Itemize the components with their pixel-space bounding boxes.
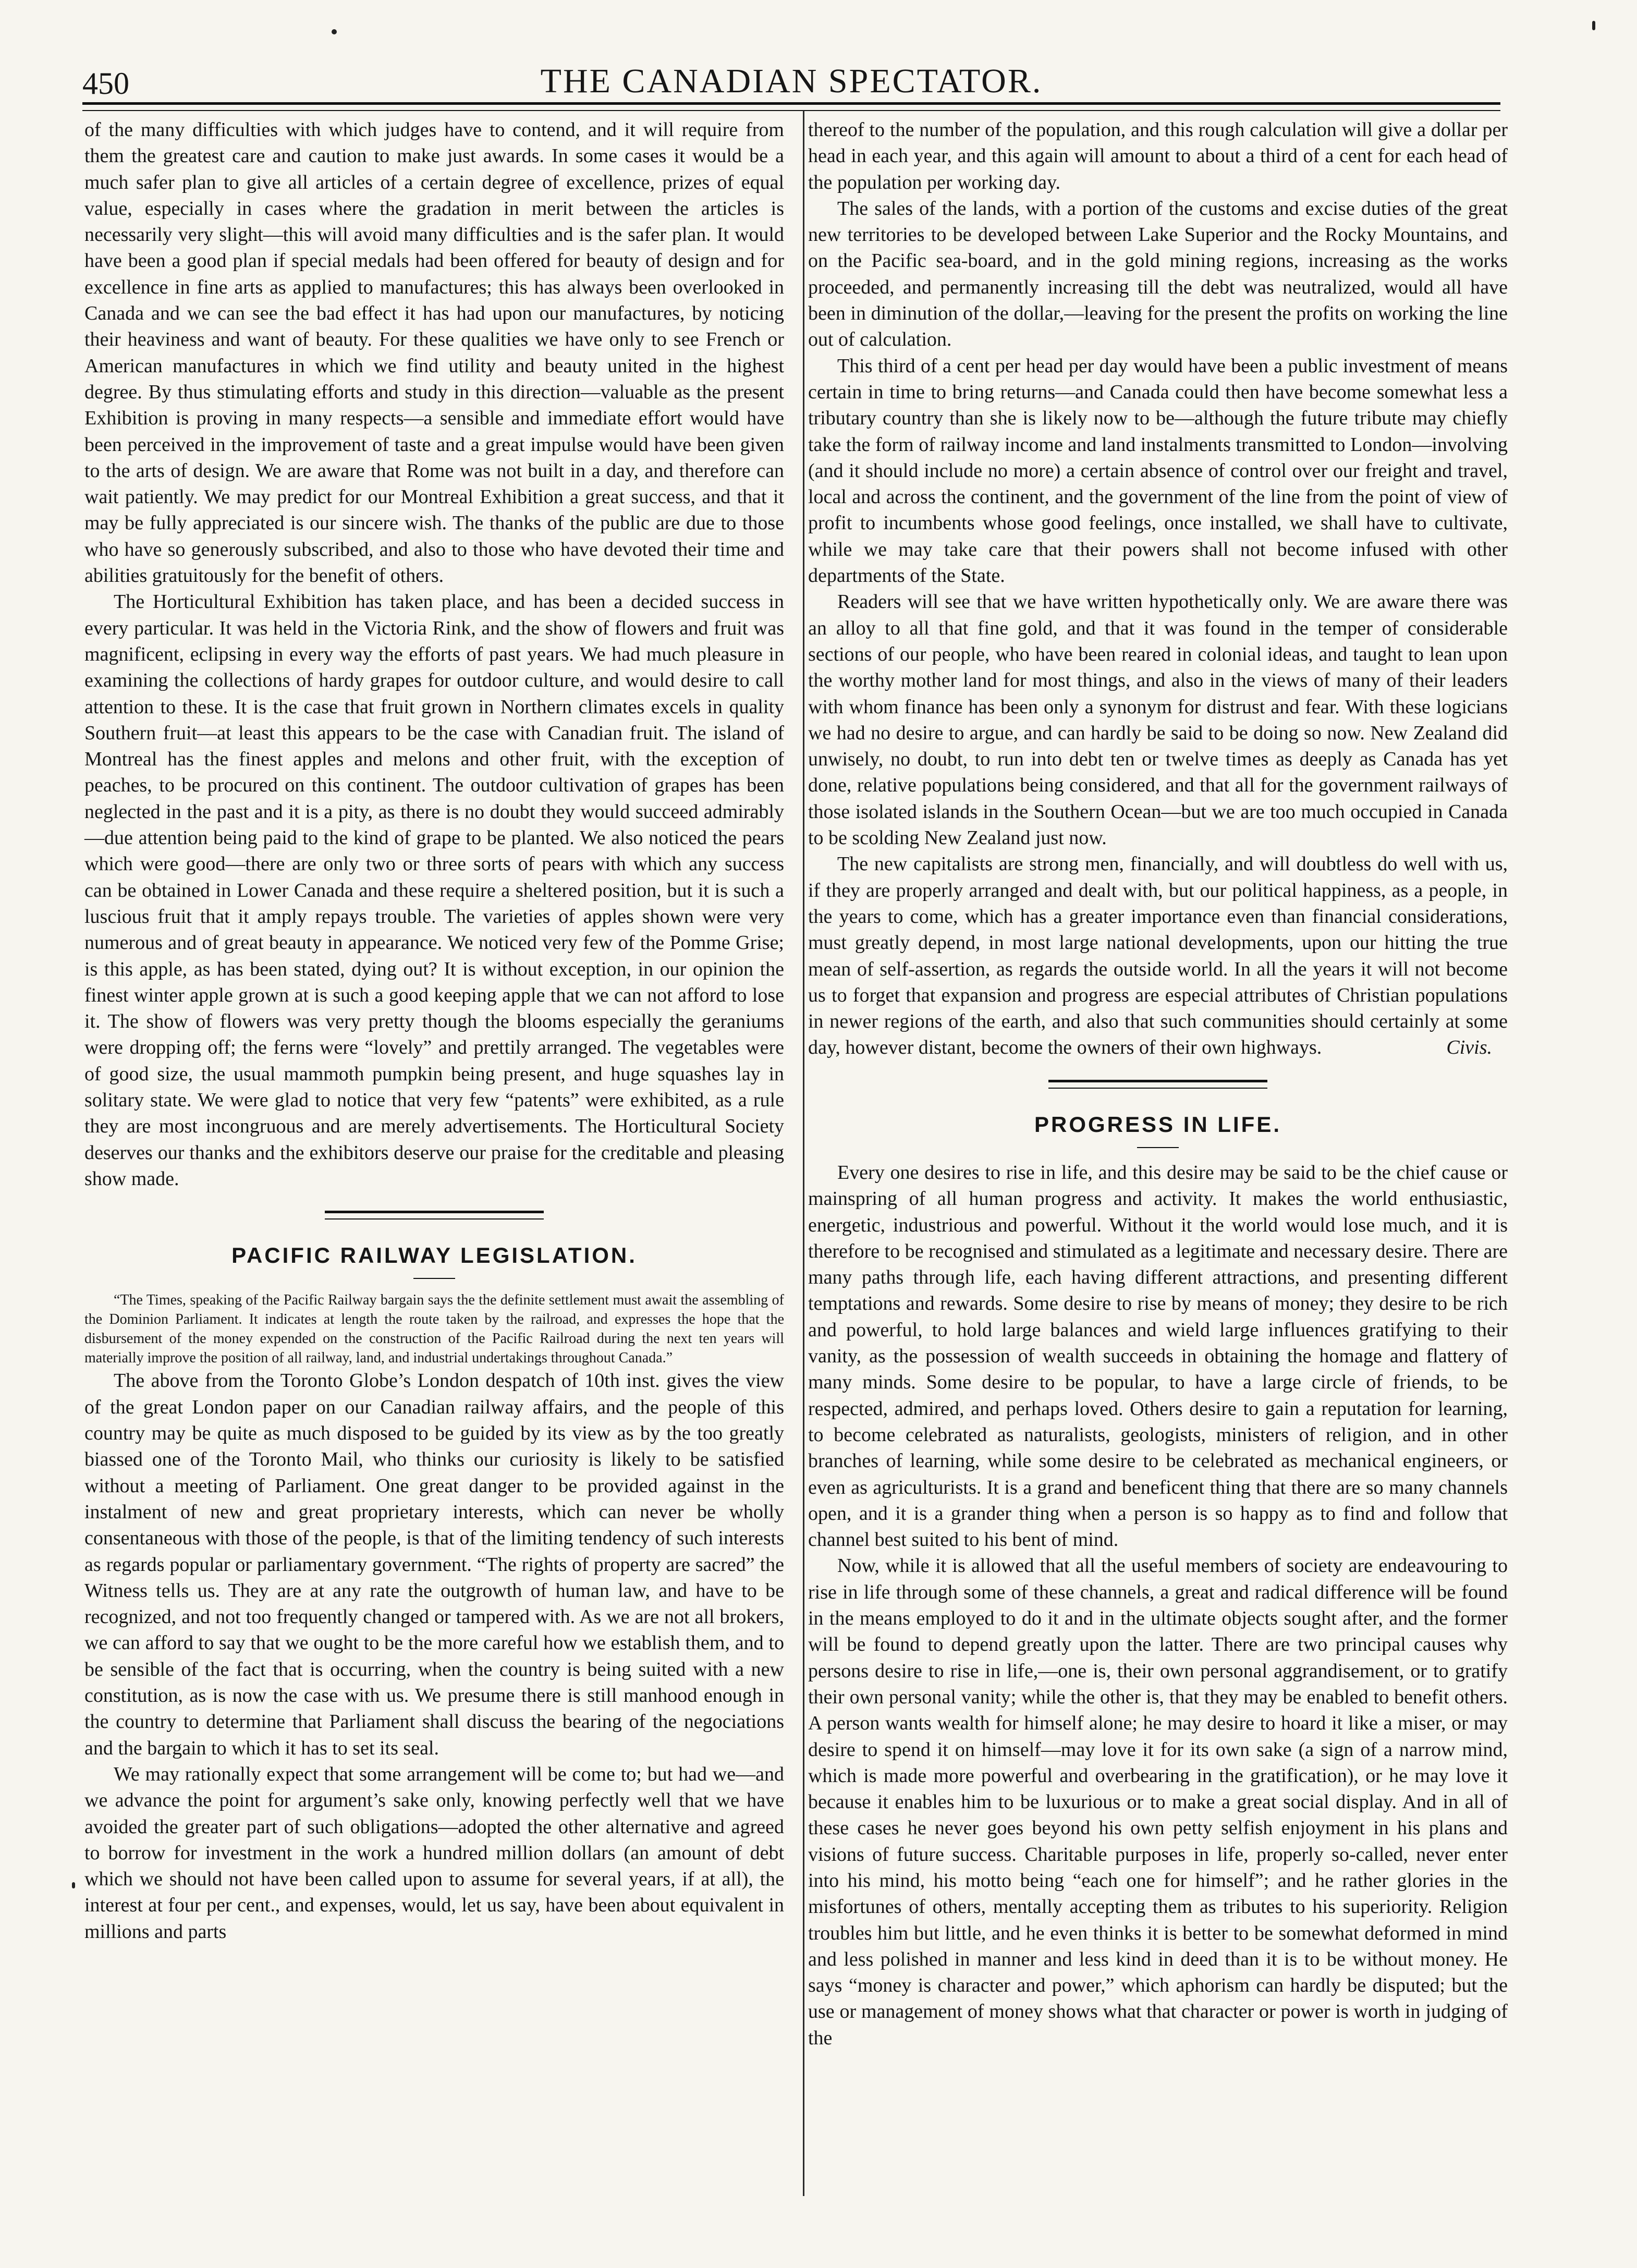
- article-paragraph: Readers will see that we have written hypothetically only. We are aware there was an alloy to all that fine gold, and that it was found in the temper of considerable sections of our people, who have been reared in colonial ideas, and taught to lean upon the worthy mother land for most things, and also in the views of many of their leaders with whom finance has been only a synonym for distrust and fear. With these logicians we had no desire to argue, and can hardly be said to be doing so now. New Zealand did unwisely, no doubt, to run into debt ten or twelve times as deeply as Canada has yet done, relative populations being considered, and that all for the government railways of those isolated islands in the Southern Ocean—but we are too much occupied in Canada to be scolding New Zealand just now.: [808, 591, 1508, 849]
- right-column: [808, 117, 1508, 2051]
- header-rule: [82, 102, 1500, 111]
- page-number: 450: [82, 66, 129, 101]
- section-separator: [1048, 1080, 1267, 1089]
- article-paragraph: Now, while it is allowed that all the useful members of society are endeavouring to rise in life through some of these channels, a great and radical difference will be found in the means employed to do it and in the ultimate objects sought after, and the former will be found to depend greatly upon the latter. There are two principal causes why persons desire to rise in life,—one is, their own personal aggrandisement, or to gratify their own personal vanity; while the other is, that they may be enabled to benefit others. A person wants wealth for himself alone; he may desire to hoard it like a miser, or may desire to spend it on himself—may love it for its own sake (a sign of a narrow mind, which is made more powerful and overbearing in the gratification), or he may love it because it enables him to be luxurious or to make a great social display. And in all of these cases he never goes beyond his own petty selfish enjoyment in his plans and visions of future success. Charitable purposes in life, properly so-called, never enter into his mind, his motto being “each one for himself”; and he rather glories in the misfortunes of others, mentally accepting them as tributes to his superiority. Religion troubles him but little, and he even thinks it is better to be somewhat deformed in mind and less polished in manner and less kind in deed than it is to be without money. He says “money is character and power,” which aphorism can hardly be disputed; but the use or management of money shows what that character or power is worth in judging of the: [808, 1555, 1508, 2049]
- article-paragraph: of the many difficulties with which judges have to contend, and it will require from them the greatest care and caution to make just awards. In some cases it would be a much safer plan to give all articles of a certain degree of excellence, prizes of equal value, especially in cases where the gradation in merit between the articles is necessarily very slight—this will avoid many difficulties and is the safer plan. It would have been a good plan if special medals had been offered for beauty of design and for excellence in fine arts as applied to manufactures; this has always been overlooked in Canada and we can see the bad effect it has had upon our manufactures, by noticing their heaviness and want of beauty. For these qualities we have only to see French or American manufactures in which we find utility and beauty united in the highest degree. By thus stimulating efforts and study in this direction—valuable as the present Exhibition is proving in many respects—a sensible and immediate effort would have been perceived in the improvement of taste and a great impulse would have been given to the arts of design. We are aware that Rome was not built in a day, and therefore can wait patiently. We may predict for our Montreal Exhibition a great success, and that it may be fully appreciated is our sincere wish. The thanks of the public are due to those who have so generously subscribed, and also to those who have devoted their time and abilities gratuitously for the benefit of others.: [84, 119, 784, 587]
- article-paragraph: The above from the Toronto Globe’s London despatch of 10th inst. gives the view of the great London paper on our Canadian railway affairs, and the people of this country may be quite as much disposed to be guided by its view as by the too greatly biassed one of the Toronto Mail, who thinks our curiosity is likely to be satisfied without a meeting of Parliament. One great danger to be provided against in the instalment of new and great proprietary interests, which can never be wholly consentaneous with those of the people, is that of the limiting tendency of such interests as regards popular or parliamentary government. “The rights of property are sacred” the Witness tells us. They are at any rate the outgrowth of human law, and have to be recognized, and not too frequently changed or tampered with. As we are not all brokers, we can afford to say that we ought to be the more careful how we establish them, and to be sensible of the fact that is occurring, when the country is being suited with a new constitution, as is now the case with us. We presume there is still manhood enough in the country to determine that Parliament shall discuss the bearing of the negociations and the bargain to which it has to set its seal.: [84, 1370, 784, 1759]
- heading-underline: [1137, 1147, 1179, 1148]
- article-paragraph: The Horticultural Exhibition has taken place, and has been a decided success in every particular. It was held in the Victoria Rink, and the show of flowers and fruit was magnificent, eclipsing in every way the efforts of past years. We had much pleasure in examining the collections of hardy grapes for outdoor culture, and would desire to call attention to these. It is the case that fruit grown in Northern climates excels in quality Southern fruit—at least this appears to be the case with Canadian fruit. The island of Montreal has the finest apples and melons and other fruit, with the exception of peaches, to be procured on this continent. The outdoor cultivation of grapes has been neglected in the past and it is a pity, as there is no doubt they would succeed admirably—due attention being paid to the kind of grape to be planted. We also noticed the pears which were good—there are only two or three sorts of pears with which any success can be obtained in Lower Canada and these require a sheltered position, but it is such a luscious fruit that it amply repays trouble. The varieties of apples shown were very numerous and of great beauty in appearance. We noticed very few of the Pomme Grise; is this apple, as has been stated, dying out? It is without exception, in our opinion the finest winter apple grown at is such a good keeping apple that we can not afford to lose it. The show of flowers was very pretty though the blooms especially the geraniums were dropping off; the ferns were “lovely” and prettily arranged. The vegetables were of good size, the usual mammoth pumpkin being present, and huge squashes lay in solitary state. We were glad to notice that very few “patents” were exhibited, as a rule they are most incongruous and are merely advertisements. The Horticultural Society deserves our thanks and the exhibitors deserve our praise for the creditable and pleasing show made.: [84, 591, 784, 1190]
- paragraph-text: The new capitalists are strong men, financially, and will doubtless do well with us, if they are properly arranged and dealt with, but our political happiness, as a people, in the years to come, which has a greater importance even than financial considerations, must greatly depend, in most large national developments, upon our hitting the true mean of self-assertion, as regards the outside world. In all the years it will not become us to forget that expansion and progress are especial attributes of Christian populations in newer regions of the earth, and also that such communities should certainly at some day, however distant, become the owners of their own highways.: [808, 853, 1508, 1059]
- section-heading-progress-in-life: PROGRESS IN LIFE.: [1034, 1112, 1282, 1137]
- author-signature: Civis.: [1446, 1037, 1492, 1059]
- ink-speck: [1592, 21, 1595, 30]
- section-heading-pacific-railway: PACIFIC RAILWAY LEGISLATION.: [231, 1243, 637, 1268]
- article-paragraph: The sales of the lands, with a portion of the customs and excise duties of the great new territories to be developed between Lake Superior and the Rocky Mountains, and on the Pacific sea-board, and in the gold mining regions, increasing as the works proceeded, and permanently increasing till the debt was neutralized, would all have been in diminution of the dollar,—leaving for the present the profits on working the line out of calculation.: [808, 197, 1508, 351]
- article-paragraph: We may rationally expect that some arrangement will be come to; but had we—and we advance the point for argument’s sake only, knowing perfectly well that we have avoided the greater part of such obligations—adopted the other alternative and agreed to borrow for investment in the work a hundred million dollars (an amount of debt which we should not have been called upon to assume for several years, if at all), the interest at four per cent., and expenses, would, let us say, have been about equivalent in millions and parts: [84, 1763, 784, 1943]
- quoted-excerpt: “The Times, speaking of the Pacific Railway bargain says the the definite settlement must await the assembling of the Dominion Parliament. It indicates at length the route taken by the railroad, and expresses the hope that the disbursement of the money expended on the construction of the Pacific Railroad during the next ten years will materially improve the position of all railway, land, and industrial undertakings throughout Canada.”: [84, 1292, 784, 1367]
- section-separator: [325, 1211, 544, 1220]
- article-paragraph: This third of a cent per head per day would have been a public investment of means certain in time to bring returns—and Canada could then have become somewhat less a tributary country than she is likely now to be—although the future tribute may chiefly take the form of railway income and land instalments transmitted to London—involving (and it should include no more) a certain absence of control over our freight and travel, local and across the continent, and the government of the line from the point of view of profit to incumbents whose good feelings, once installed, we shall have to cultivate, while we may take care that their powers shall not become infused with other departments of the State.: [808, 355, 1508, 587]
- heading-underline: [413, 1278, 455, 1279]
- column-divider: [803, 111, 804, 2196]
- article-paragraph: thereof to the number of the population, and this rough calculation will give a dollar per head in each year, and this again will amount to about a third of a cent for each head of the population per working day.: [808, 119, 1508, 193]
- left-column: [84, 117, 784, 1945]
- ink-speck: [72, 1882, 75, 1888]
- page-header: [82, 62, 1500, 103]
- masthead-title: THE CANADIAN SPECTATOR.: [540, 62, 1043, 100]
- article-paragraph: Every one desires to rise in life, and this desire may be said to be the chief cause or mainspring of all human progress and activity. It makes the world enthusiastic, energetic, industrious and powerful. Without it the world would lose much, and it is therefore to be recognised and stimulated as a legitimate and necessary desire. There are many paths through life, each having different attractions, and presenting different temptations and rewards. Some desire to rise by means of money; they desire to be rich and powerful, to hold large balances and wield large influences gratifying to their vanity, as the possession of wealth succeeds in obtaining the homage and flattery of many minds. Some desire to be popular, to have a large circle of friends, to be respected, admired, and perhaps loved. Others desire to gain a reputation for learning, to become celebrated as naturalists, geologists, ministers of religion, and in other branches of learning, while some desire to be celebrated as mechanical engineers, or even as agriculturists. It is a grand and beneficent thing that there are so many channels open, and it is a grander thing when a person is so happy as to find and follow that channel best suited to his bent of mind.: [808, 1161, 1508, 1551]
- article-paragraph: [808, 851, 1508, 1060]
- ink-speck: [332, 29, 337, 34]
